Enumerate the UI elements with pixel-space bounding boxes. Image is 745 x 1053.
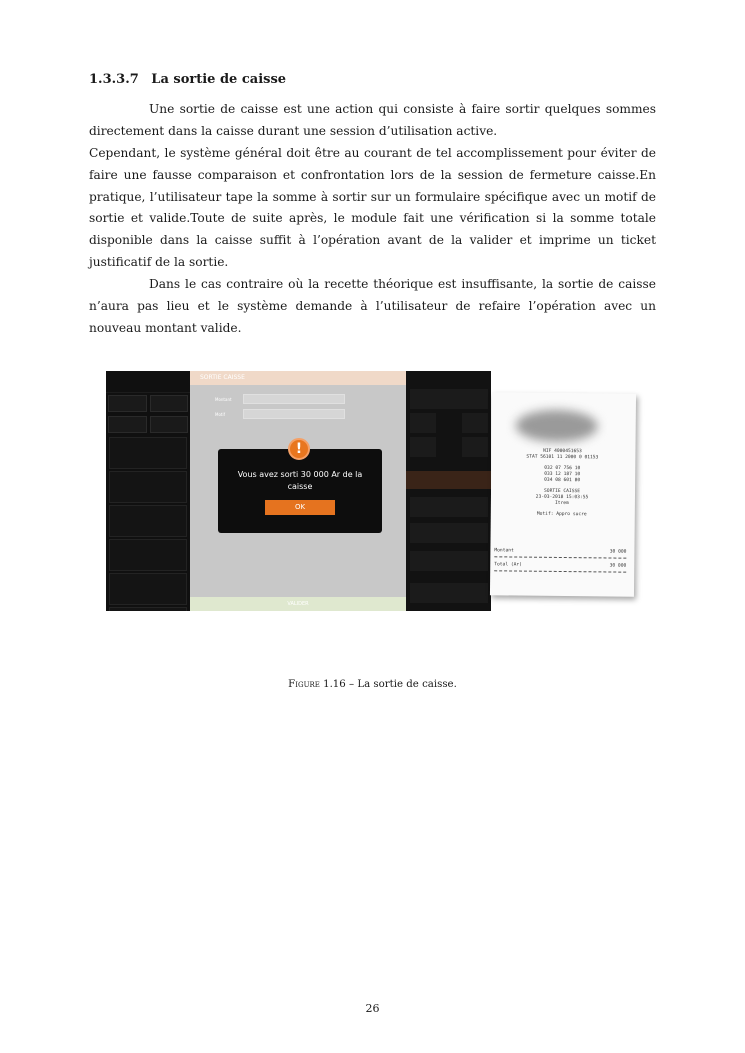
menu-cell <box>462 437 488 457</box>
motif-label: Motif <box>215 411 225 417</box>
sidebar-item <box>109 471 187 503</box>
pos-screenshot <box>106 371 491 611</box>
body-paragraph-3 <box>89 274 656 339</box>
keypad-key <box>410 551 436 571</box>
receipt-stat: STAT 56101 11 2000 0 01153 <box>526 454 599 461</box>
confirmation-dialog <box>218 441 382 533</box>
sortie-form <box>215 393 345 423</box>
panel-header: SORTIE CAISSE <box>190 371 406 385</box>
warning-icon: ! <box>288 438 310 460</box>
sidebar-item <box>109 573 187 605</box>
paragraph-text: Cependant, le système général doit être au courant de tel accomplissement pour éviter de faire une fausse comparaison et confrontation lors de la session de fermeture caisse.En pratique, l’utilisateur tape la somme à sortir sur un formulaire spécifique avec un motif de sortie et valide.Toute de suite après, le module fait une vérification si la somme totale disponible dans la caisse suffit à l’opération avant de la valider et imprime un ticket justificatif de la sortie. <box>89 146 656 269</box>
motif-row <box>215 408 345 420</box>
receipt-total-row <box>494 562 626 568</box>
keypad-key <box>436 497 462 517</box>
sidebar-item <box>109 437 187 469</box>
section-title: La sortie de caisse <box>151 72 287 87</box>
menu-cell <box>462 389 488 409</box>
section-heading <box>89 72 286 87</box>
caption-label: Figure 1.16 <box>288 679 346 690</box>
keypad-key <box>462 523 488 543</box>
receipt-montant-label: Montant <box>494 548 514 554</box>
montant-field <box>243 394 345 404</box>
dialog-message: Vous avez sorti 30 000 Ar de la caisse <box>237 470 363 491</box>
blurred-logo <box>516 410 598 443</box>
keypad-key <box>462 551 488 571</box>
receipt-separator <box>494 556 626 558</box>
page-number: 26 <box>365 1002 380 1015</box>
section-number: 1.3.3.7 <box>89 72 139 87</box>
sidebar-button-row <box>106 393 190 414</box>
receipt-phone: 032 07 756 10 <box>544 465 581 472</box>
montant-row <box>215 393 345 405</box>
receipt-total-label: Total (Ar) <box>494 562 522 568</box>
motif-field <box>243 409 345 419</box>
keypad-key <box>410 497 436 517</box>
figure-caption <box>0 679 745 690</box>
keypad-key <box>462 583 488 603</box>
sidebar-item <box>109 505 187 537</box>
menu-cell <box>410 437 436 457</box>
valider-button: VALIDER <box>190 597 406 611</box>
receipt-separator <box>494 570 626 572</box>
keypad-key <box>436 551 462 571</box>
menu-cell <box>410 413 436 433</box>
receipt-phone: 033 12 187 10 <box>544 471 581 478</box>
keypad-header-bar <box>406 471 491 489</box>
receipt-montant-row <box>494 548 626 554</box>
receipt-user: Itrem <box>554 500 569 507</box>
receipt-photo <box>490 392 636 596</box>
menu-cell <box>462 413 488 433</box>
paragraph-text: Dans le cas contraire où la recette théorique est insuffisante, la sortie de caisse n’aura pas lieu et le système demande à l’utilisateur de refaire l’opération avec un nouveau montant valide. <box>89 277 656 335</box>
receipt-phone: 034 08 601 80 <box>544 477 581 484</box>
sidebar-item <box>109 607 187 611</box>
keypad-key <box>436 583 462 603</box>
receipt-title: SORTIE CAISSE <box>544 488 581 495</box>
ok-button: OK <box>265 500 335 515</box>
menu-cell <box>436 389 462 409</box>
receipt-header-lines <box>497 448 628 518</box>
left-sidebar <box>106 371 190 611</box>
keypad-key <box>410 583 436 603</box>
paragraph-text: Une sortie de caisse est une action qui consiste à faire sortir quelques sommes directement dans la caisse durant une session d’utilisation active. <box>89 102 656 138</box>
right-keypad-panel <box>406 371 491 611</box>
montant-label: Montant <box>215 396 232 402</box>
keypad-key <box>462 497 488 517</box>
keypad-key <box>410 523 436 543</box>
receipt-motif: Motif: Appro sucre <box>536 511 587 518</box>
body-paragraph-2 <box>89 143 656 274</box>
sidebar-button-row <box>106 414 190 435</box>
receipt-total-value: 30 000 <box>609 563 627 569</box>
sidebar-top-row <box>106 371 190 393</box>
receipt-montant-value: 30 000 <box>609 549 627 555</box>
receipt-nif: NIF 4000451653 <box>543 448 582 455</box>
caption-text: – La sortie de caisse. <box>345 679 457 690</box>
menu-cell <box>410 389 436 409</box>
body-paragraph-1 <box>89 99 656 143</box>
receipt-datetime: 23-03-2018 15:03:55 <box>535 494 589 501</box>
keypad-key <box>436 523 462 543</box>
sidebar-item <box>109 539 187 571</box>
